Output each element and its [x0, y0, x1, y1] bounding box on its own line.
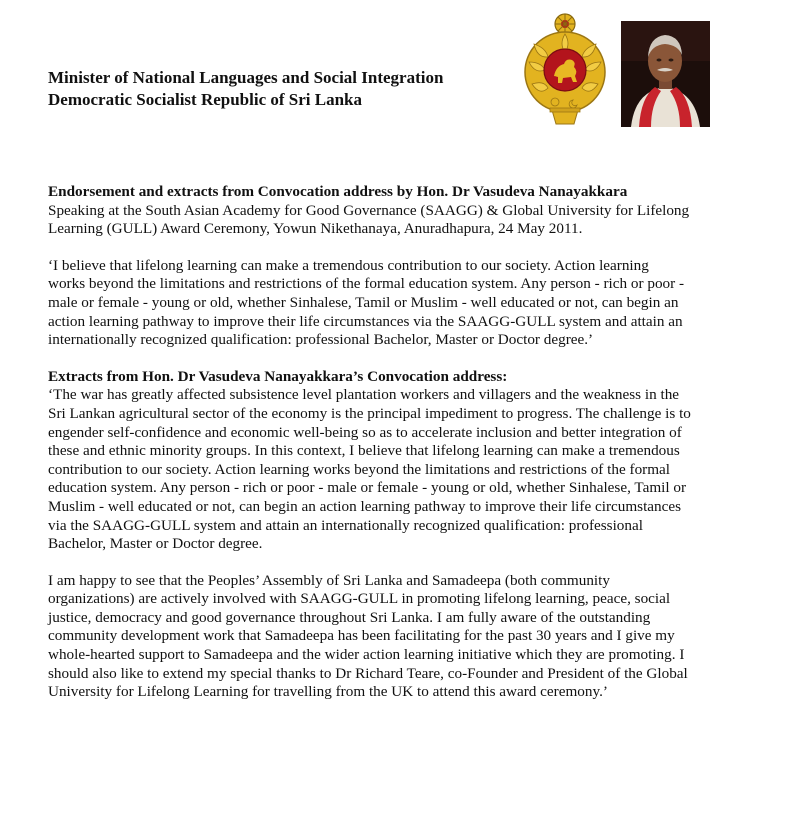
extract-line: education system. Any person - rich or poor - male or female - young or old, whether Sinhalese, Tamil or [48, 479, 687, 497]
closing-line: community development work that Samadeepa has been facilitating for the past 30 years and I give my [48, 627, 675, 645]
quote-line: works beyond the limitations and restrictions of the formal education system. Any person - rich or poor - [48, 275, 685, 293]
quote-line: internationally recognized qualification: professional Bachelor, Master or Doctor degree.’ [48, 331, 594, 349]
closing-line: organizations) are actively involved with SAAGG-GULL in promoting lifelong learning, peace, social [48, 590, 671, 608]
quote-line: male or female - young or old, whether Sinhalese, Tamil or Muslim - well educated or not, can begin an [48, 293, 679, 311]
paragraph-spacer [48, 239, 768, 257]
country-title: Democratic Socialist Republic of Sri Lanka [48, 90, 363, 109]
document-header [0, 0, 800, 140]
extracts-heading: Extracts from Hon. Dr Vasudeva Nanayakkara’s Convocation address: [48, 367, 508, 385]
quote-line: ‘I believe that lifelong learning can make a tremendous contribution to our society. Action learning [48, 256, 649, 274]
quote-line: action learning pathway to improve their life circumstances via the SAAGG-GULL system and attain an [48, 312, 683, 330]
extract-line: contribution to our society. Action learning works beyond the limitations and restrictions of the formal [48, 460, 670, 478]
closing-line: I am happy to see that the Peoples’ Assembly of Sri Lanka and Samadeepa (both community [48, 571, 610, 589]
paragraph-spacer [48, 350, 768, 368]
paragraph-spacer [48, 554, 768, 572]
header-title-block [48, 67, 518, 111]
ministry-title: Minister of National Languages and Social Integration [48, 68, 444, 87]
document-body [48, 183, 768, 702]
extract-line: ‘The war has greatly affected subsistence level plantation workers and villagers and the weakness in the [48, 386, 680, 404]
event-details-line: Speaking at the South Asian Academy for Good Governance (SAAGG) & Global University for Lifelong [48, 201, 690, 219]
closing-line: University for Lifelong Learning for travelling from the UK to attend this award ceremony.’ [48, 683, 608, 701]
closing-line: should also like to extend my special thanks to Dr Richard Teare, co-Founder and President of the Global [48, 664, 688, 682]
extract-line: Muslim - well educated or not, can begin an action learning pathway to improve their life circumstances [48, 497, 682, 515]
national-emblem-image [522, 12, 608, 128]
extract-line: engender self-confidence and economic well-being so as to accelerate inclusion and better integration of [48, 423, 682, 441]
closing-line: justice, democracy and good governance throughout Sri Lanka. I am fully aware of the outstanding [48, 608, 651, 626]
extract-line: Bachelor, Master or Doctor degree. [48, 535, 263, 553]
emblem-graphic [522, 12, 608, 128]
extract-line: via the SAAGG-GULL system and attain an internationally recognized qualification: professional [48, 516, 643, 534]
closing-line: whole-hearted support to Samadeepa and the wider action learning initiative which they are promoting. I [48, 646, 685, 664]
endorsement-heading: Endorsement and extracts from Convocation address by Hon. Dr Vasudeva Nanayakkara [48, 183, 628, 200]
extract-line: these and ethnic minority groups. In this context, I believe that lifelong learning can make a tremendous [48, 442, 680, 460]
portrait-graphic [621, 21, 710, 127]
extract-line: Sri Lankan agricultural sector of the economy is the principal impediment to progress. The challenge is to [48, 404, 691, 422]
event-details-line: Learning (GULL) Award Ceremony, Yowun Nikethanaya, Anuradhapura, 24 May 2011. [48, 220, 583, 238]
minister-portrait-photo [621, 21, 710, 127]
